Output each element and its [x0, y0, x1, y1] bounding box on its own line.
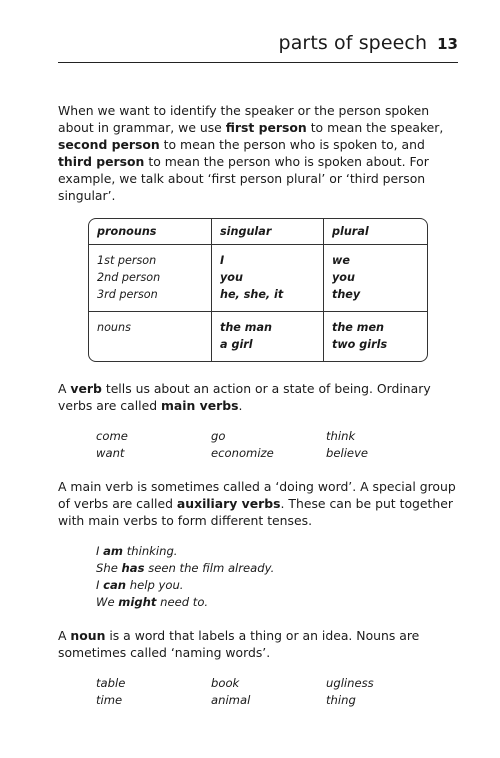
cell-singular-nouns — [212, 312, 324, 361]
pronoun: he, she, it — [220, 288, 284, 301]
text: to mean the speaker, — [306, 120, 444, 135]
verb-word-grid — [96, 428, 458, 462]
noun-phrase: a girl — [220, 338, 253, 351]
word: believe — [326, 446, 369, 460]
pronoun-table — [88, 218, 428, 362]
auxiliary-word: might — [118, 595, 157, 609]
term-noun: noun — [70, 628, 106, 643]
auxiliary-word: has — [121, 561, 145, 575]
word-column — [326, 675, 441, 709]
paragraph-verb — [58, 380, 458, 414]
text: A — [58, 381, 71, 396]
word: thing — [326, 693, 356, 707]
text: I — [96, 544, 104, 558]
header-pronouns: pronouns — [89, 219, 212, 244]
noun-phrase: two girls — [332, 338, 388, 351]
word-column — [326, 428, 441, 462]
word-column — [211, 675, 326, 709]
word: time — [96, 693, 123, 707]
term-verb: verb — [70, 381, 102, 396]
auxiliary-word: am — [103, 544, 124, 558]
auxiliary-examples — [96, 543, 458, 611]
text: seen the film already. — [144, 561, 275, 575]
word: go — [211, 429, 226, 443]
cell-persons — [89, 245, 212, 311]
word-column — [211, 428, 326, 462]
text: help you. — [126, 578, 184, 592]
paragraph-auxiliary — [58, 478, 458, 529]
header-singular: singular — [212, 219, 324, 244]
table-row-persons — [89, 245, 427, 312]
text: I — [96, 578, 104, 592]
example-sentence — [96, 543, 458, 560]
cell-nouns-label: nouns — [89, 312, 212, 361]
running-title: parts of speech — [278, 32, 428, 54]
pronoun: I — [220, 254, 225, 267]
cell-singular-pronouns — [212, 245, 324, 311]
word: want — [96, 446, 125, 460]
text: . — [238, 398, 243, 413]
text: need to. — [156, 595, 209, 609]
noun-phrase: the men — [332, 321, 385, 334]
term-second-person: second person — [58, 137, 160, 152]
text: tells us about an action or a state of being. Ordinary verbs are called — [58, 381, 431, 413]
term-auxiliary-verbs: auxiliary verbs — [176, 496, 281, 511]
cell-plural-nouns — [324, 312, 427, 361]
word: economize — [211, 446, 274, 460]
term-first-person: first person — [225, 120, 307, 135]
text: A — [58, 628, 71, 643]
pronoun: you — [332, 271, 355, 284]
text: When we want to identify the speaker or the person spoken about in grammar, we use — [58, 103, 430, 135]
term-third-person: third person — [58, 154, 145, 169]
word: ugliness — [326, 676, 374, 690]
page-header — [58, 32, 458, 63]
text: She — [96, 561, 122, 575]
example-sentence — [96, 560, 458, 577]
page-number: 13 — [437, 35, 458, 53]
noun-word-grid — [96, 675, 458, 709]
word: animal — [211, 693, 251, 707]
text: A main verb is sometimes called a ‘doing word’. A special group of verbs are called — [58, 479, 456, 511]
person-label: 3rd person — [97, 288, 158, 301]
auxiliary-word: can — [103, 578, 127, 592]
pronoun: you — [220, 271, 243, 284]
word-column — [96, 428, 211, 462]
text: thinking. — [123, 544, 178, 558]
text: . These can be put together with main verbs to form different tenses. — [58, 496, 453, 528]
example-sentence — [96, 594, 458, 611]
paragraph-noun — [58, 627, 458, 661]
pronoun: they — [332, 288, 361, 301]
text: is a word that labels a thing or an idea. Nouns are sometimes called ‘naming words’. — [58, 628, 420, 660]
text: to mean the person who is spoken to, and — [159, 137, 425, 152]
text: to mean the person who is spoken about. For example, we talk about ‘first person plural’ or ‘third person singular’. — [58, 154, 429, 203]
page-content — [58, 102, 458, 709]
person-label: 1st person — [97, 254, 157, 267]
table-header-row — [89, 219, 427, 245]
word: table — [96, 676, 126, 690]
person-label: 2nd person — [97, 271, 161, 284]
paragraph-person — [58, 102, 458, 204]
table-row-nouns — [89, 312, 427, 361]
header-plural: plural — [332, 225, 369, 238]
noun-phrase: the man — [220, 321, 272, 334]
word: book — [211, 676, 240, 690]
word: come — [96, 429, 128, 443]
cell-plural-pronouns — [324, 245, 427, 311]
example-sentence — [96, 577, 458, 594]
word-column — [96, 675, 211, 709]
term-main-verbs: main verbs — [161, 398, 239, 413]
word: think — [326, 429, 356, 443]
text: We — [96, 595, 119, 609]
pronoun: we — [332, 254, 350, 267]
